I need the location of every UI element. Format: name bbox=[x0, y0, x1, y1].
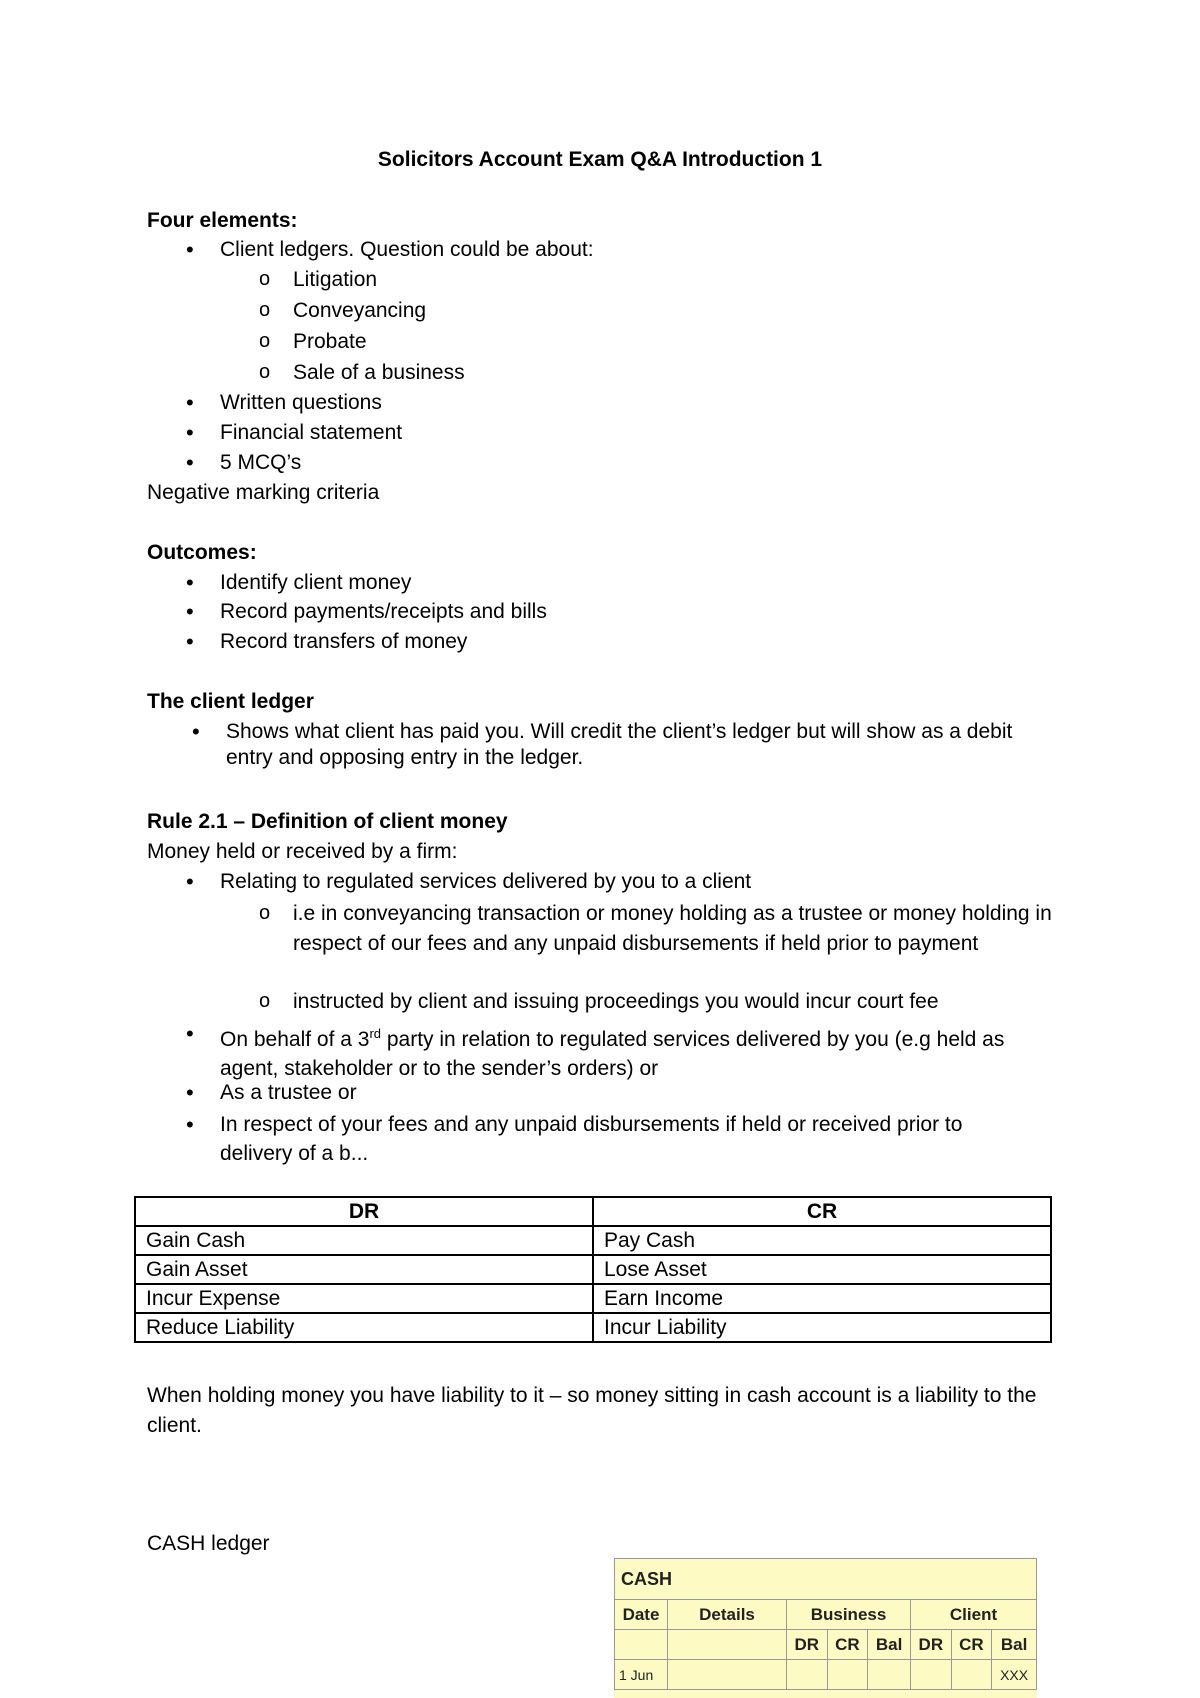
table-cell bbox=[827, 1660, 868, 1690]
table-cell bbox=[668, 1630, 787, 1660]
client-ledger-heading: The client ledger bbox=[147, 690, 314, 713]
list-item: o Sale of a business bbox=[293, 360, 465, 386]
list-item: o Litigation bbox=[293, 267, 377, 293]
table-row bbox=[615, 1660, 1037, 1690]
list-item: o i.e in conveyancing transaction or money holding as a trustee or money holding in respect of our fees and any unpaid disbursements if held prior to payment bbox=[293, 899, 1053, 959]
table-row bbox=[135, 1226, 1051, 1255]
rule-intro: Money held or received by a firm: bbox=[147, 840, 458, 863]
list-item: o Probate bbox=[293, 329, 367, 355]
third-party-text-post: party in relation to regulated services delivered by you (e.g held as agent, stakeholder or to the sender’s orders) or bbox=[220, 1028, 1005, 1080]
client-bal-header: Bal bbox=[992, 1630, 1037, 1660]
list-item: o instructed by client and issuing proceedings you would incur court fee bbox=[293, 989, 939, 1015]
list-item: • In respect of your fees and any unpaid disbursements if held or received prior to delivery of a b... bbox=[220, 1110, 1040, 1168]
row-date: 1 Jun bbox=[615, 1660, 668, 1690]
list-item: • Record transfers of money bbox=[220, 629, 467, 655]
list-item: o Conveyancing bbox=[293, 298, 426, 324]
table-row bbox=[135, 1284, 1051, 1313]
list-item: • Shows what client has paid you. Will credit the client’s ledger but will show as a debit entry and opposing entry in the ledger. bbox=[226, 719, 1046, 771]
rule-heading: Rule 2.1 – Definition of client money bbox=[147, 810, 508, 833]
table-cell bbox=[868, 1660, 911, 1690]
cash-ledger-box bbox=[614, 1558, 1037, 1698]
table-cell: Incur Liability bbox=[593, 1313, 1051, 1342]
client-header: Client bbox=[911, 1600, 1037, 1630]
dr-header: DR bbox=[135, 1197, 593, 1226]
business-dr-header: DR bbox=[787, 1630, 828, 1660]
table-cell: Incur Expense bbox=[135, 1284, 593, 1313]
list-item: • Identify client money bbox=[220, 570, 411, 596]
table-row bbox=[135, 1313, 1051, 1342]
table-header-row bbox=[615, 1600, 1037, 1630]
table-header-row bbox=[135, 1197, 1051, 1226]
table-cell: Lose Asset bbox=[593, 1255, 1051, 1284]
business-header: Business bbox=[787, 1600, 911, 1630]
table-cell: Reduce Liability bbox=[135, 1313, 593, 1342]
outcomes-heading: Outcomes: bbox=[147, 541, 257, 564]
list-item: • Record payments/receipts and bills bbox=[220, 599, 547, 625]
table-cell bbox=[668, 1660, 787, 1690]
table-cell bbox=[615, 1630, 668, 1660]
client-cr-header: CR bbox=[951, 1630, 992, 1660]
list-item: • Client ledgers. Question could be about: bbox=[220, 237, 594, 263]
cr-header: CR bbox=[593, 1197, 1051, 1226]
table-cell: Earn Income bbox=[593, 1284, 1051, 1313]
details-header: Details bbox=[668, 1600, 787, 1630]
four-elements-heading: Four elements: bbox=[147, 209, 298, 232]
cash-ledger-table bbox=[614, 1599, 1037, 1690]
table-cell bbox=[787, 1660, 828, 1690]
table-subheader-row bbox=[615, 1630, 1037, 1660]
table-cell: Gain Cash bbox=[135, 1226, 593, 1255]
table-cell: Pay Cash bbox=[593, 1226, 1051, 1255]
table-cell bbox=[951, 1660, 992, 1690]
list-item: • 5 MCQ’s bbox=[220, 450, 301, 476]
cash-ledger-label: CASH ledger bbox=[147, 1532, 270, 1555]
table-cell: Gain Asset bbox=[135, 1255, 593, 1284]
ordinal-suffix: rd bbox=[369, 1026, 382, 1041]
negative-marking-note: Negative marking criteria bbox=[147, 481, 380, 504]
list-item: • Financial statement bbox=[220, 420, 402, 446]
list-item: • Relating to regulated services delivered by you to a client bbox=[220, 869, 751, 895]
third-party-text-pre: On behalf of a 3 bbox=[220, 1028, 370, 1051]
page-title: Solicitors Account Exam Q&A Introduction 1 bbox=[377, 148, 823, 171]
list-item bbox=[220, 1019, 1060, 1083]
list-item: • As a trustee or bbox=[220, 1080, 357, 1106]
table-row bbox=[135, 1255, 1051, 1284]
client-balance: XXX bbox=[992, 1660, 1037, 1690]
business-bal-header: Bal bbox=[868, 1630, 911, 1660]
dr-cr-table bbox=[134, 1196, 1052, 1343]
cash-box-title: CASH bbox=[614, 1558, 1037, 1599]
table-cell bbox=[911, 1660, 952, 1690]
liability-note: When holding money you have liability to it – so money sitting in cash account is a liability to the client. bbox=[147, 1384, 1037, 1437]
client-dr-header: DR bbox=[911, 1630, 952, 1660]
date-header: Date bbox=[615, 1600, 668, 1630]
business-cr-header: CR bbox=[827, 1630, 868, 1660]
list-item: • Written questions bbox=[220, 390, 382, 416]
